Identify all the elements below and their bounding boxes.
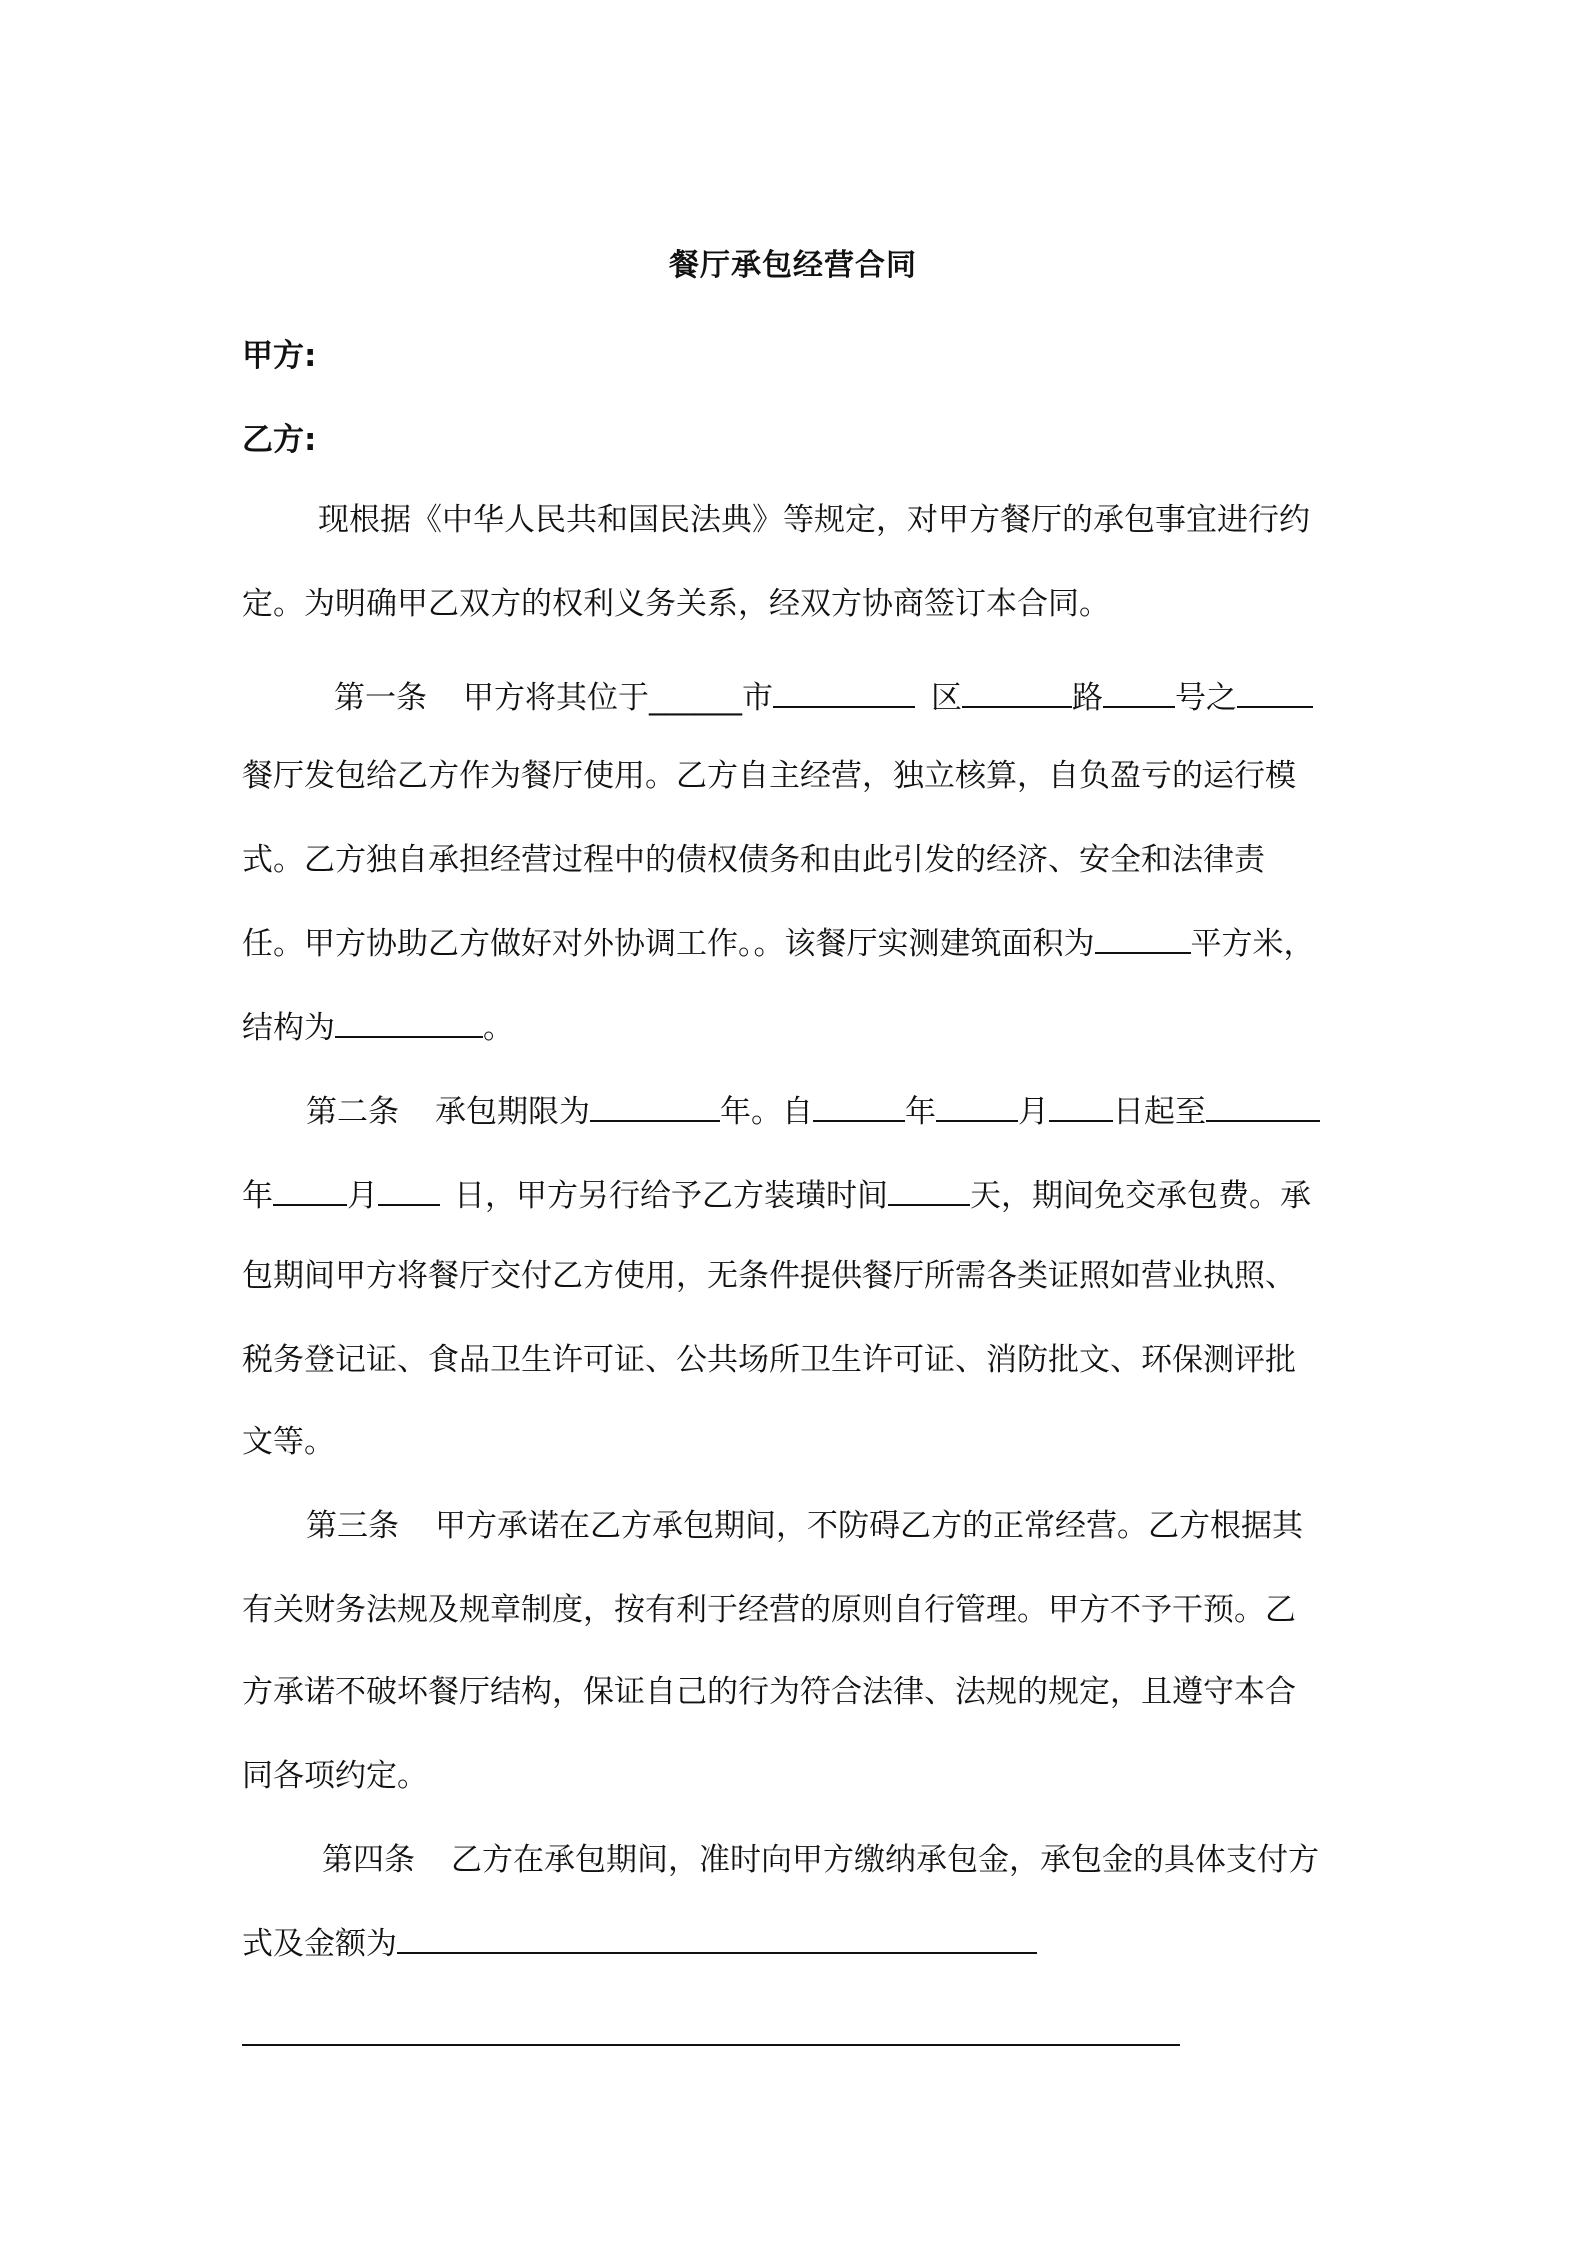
article-4-text: 乙方在承包期间，准时向甲方缴纳承包金，承包金的具体支付方 bbox=[451, 1842, 1319, 1878]
payment-blank-continued[interactable] bbox=[242, 2044, 1180, 2046]
article-4-line-2 bbox=[242, 1922, 1037, 1964]
start-year-label: 年 bbox=[905, 1094, 936, 1130]
party-a-label: 甲方: bbox=[242, 338, 317, 374]
payment-blank[interactable] bbox=[397, 1922, 1037, 1954]
article-1-line-2: 餐厅发包给乙方作为餐厅使用。乙方自主经营，独立核算，自负盈亏的运行模 bbox=[242, 758, 1296, 794]
area-unit: 平方米， bbox=[1190, 926, 1315, 962]
article-4-heading: 第四条 bbox=[322, 1842, 415, 1878]
article-4-line-1 bbox=[322, 1840, 1319, 1880]
number-blank[interactable] bbox=[1103, 676, 1175, 708]
city-label: 市 bbox=[742, 680, 773, 716]
end-month-blank[interactable] bbox=[273, 1174, 347, 1206]
intro-line-2: 定。为明确甲乙双方的权利义务关系，经双方协商签订本合同。 bbox=[242, 586, 1110, 622]
article-2-line-3: 包期间甲方将餐厅交付乙方使用，无条件提供餐厅所需各类证照如营业执照、 bbox=[242, 1258, 1296, 1294]
article-3-line-1 bbox=[306, 1506, 1303, 1546]
article-3-line-2: 有关财务法规及规章制度，按有利于经营的原则自行管理。甲方不予干预。乙 bbox=[242, 1592, 1296, 1628]
term-from-text: 年。自 bbox=[720, 1094, 813, 1130]
article-2-line-2 bbox=[242, 1174, 1311, 1216]
article-3-line-3: 方承诺不破坏餐厅结构，保证自己的行为符合法律、法规的规定，且遵守本合 bbox=[242, 1674, 1296, 1710]
area-blank[interactable] bbox=[1095, 922, 1191, 954]
article-3-text: 甲方承诺在乙方承包期间，不防碍乙方的正常经营。乙方根据其 bbox=[435, 1508, 1303, 1544]
article-1-text: 甲方将其位于 bbox=[463, 680, 649, 716]
start-year-blank[interactable] bbox=[813, 1090, 905, 1122]
number-label: 号之 bbox=[1175, 680, 1237, 716]
start-day-label: 日起至 bbox=[1113, 1094, 1206, 1130]
payment-text: 式及金额为 bbox=[242, 1926, 397, 1962]
building-blank[interactable] bbox=[1237, 676, 1313, 708]
article-2-line-1 bbox=[306, 1090, 1320, 1132]
document-title: 餐厅承包经营合同 bbox=[669, 248, 917, 283]
intro-line-1: 现根据《中华人民共和国民法典》等规定，对甲方餐厅的承包事宜进行约 bbox=[318, 502, 1310, 538]
start-day-blank[interactable] bbox=[1049, 1090, 1113, 1122]
article-2-heading: 第二条 bbox=[306, 1094, 399, 1130]
end-year-label: 年 bbox=[242, 1178, 273, 1214]
district-label: 区 bbox=[931, 680, 962, 716]
end-month-label: 月 bbox=[347, 1178, 378, 1214]
article-2-line-4: 税务登记证、食品卫生许可证、公共场所卫生许可证、消防批文、环保测评批 bbox=[242, 1342, 1296, 1378]
structure-end: 。 bbox=[483, 1010, 514, 1046]
article-2-line-5: 文等。 bbox=[242, 1424, 335, 1460]
decoration-text: 日，甲方另行给予乙方装璜时间 bbox=[454, 1178, 888, 1214]
decoration-days-blank[interactable] bbox=[888, 1174, 970, 1206]
end-year-blank[interactable] bbox=[1206, 1090, 1320, 1122]
start-month-label: 月 bbox=[1018, 1094, 1049, 1130]
article-3-heading: 第三条 bbox=[306, 1508, 399, 1544]
article-1-heading: 第一条 bbox=[334, 680, 427, 716]
article-1-line-4 bbox=[242, 922, 1315, 964]
start-month-blank[interactable] bbox=[936, 1090, 1018, 1122]
article-1-line-3: 式。乙方独自承担经营过程中的债权债务和由此引发的经济、安全和法律责 bbox=[242, 842, 1265, 878]
end-day-blank[interactable] bbox=[378, 1174, 440, 1206]
city-district-blank[interactable] bbox=[773, 676, 915, 708]
article-3-line-4: 同各项约定。 bbox=[242, 1758, 428, 1794]
party-b-label: 乙方: bbox=[242, 422, 317, 458]
structure-blank[interactable] bbox=[335, 1006, 483, 1038]
area-text: 任。甲方协助乙方做好对外协调工作。。该餐厅实测建筑面积为 bbox=[242, 926, 1095, 962]
decoration-days-label: 天，期间免交承包费。承 bbox=[970, 1178, 1311, 1214]
term-text: 承包期限为 bbox=[435, 1094, 590, 1130]
article-1-line-5 bbox=[242, 1006, 514, 1048]
structure-text: 结构为 bbox=[242, 1010, 335, 1046]
road-label: 路 bbox=[1072, 680, 1103, 716]
term-years-blank[interactable] bbox=[590, 1090, 720, 1122]
article-1-line-1 bbox=[334, 676, 1313, 718]
city-blank[interactable]: ______ bbox=[649, 680, 742, 716]
road-blank[interactable] bbox=[962, 676, 1072, 708]
